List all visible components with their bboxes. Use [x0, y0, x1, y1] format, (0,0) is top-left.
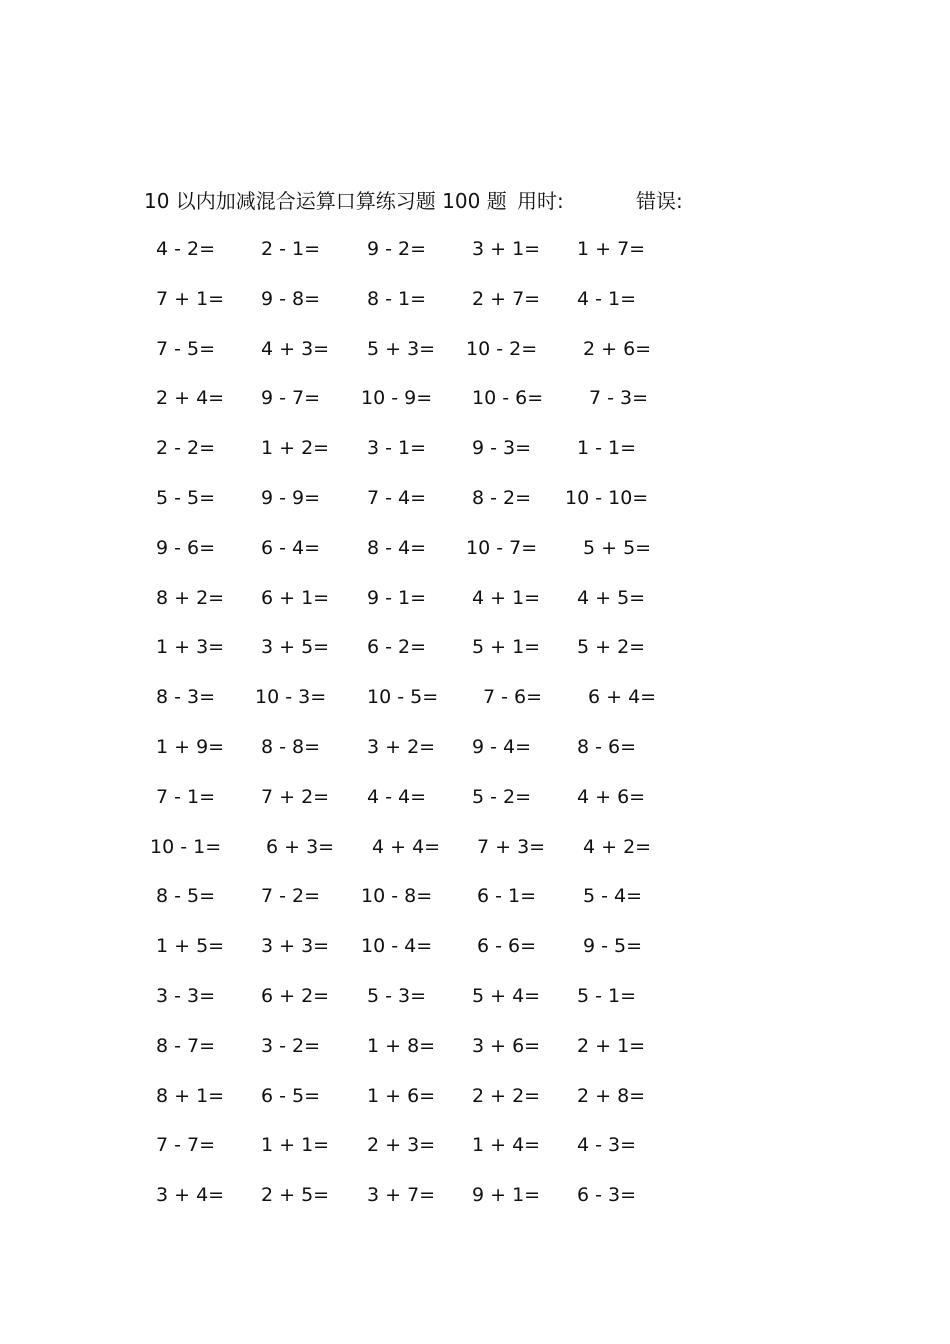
math-problem: 3 - 3= [156, 984, 216, 1007]
math-problem: 10 - 3= [255, 686, 327, 709]
math-problem: 7 - 3= [589, 387, 649, 410]
math-problem: 2 + 1= [577, 1034, 646, 1057]
problem-row [0, 381, 950, 431]
math-problem: 10 - 5= [367, 686, 439, 709]
math-problem: 7 + 3= [477, 835, 546, 858]
math-problem: 8 - 8= [261, 735, 321, 758]
time-used-label: 用时: [517, 189, 564, 213]
math-problem: 5 - 5= [156, 486, 216, 509]
math-problem: 2 + 3= [367, 1134, 436, 1157]
math-problem: 3 - 1= [367, 437, 427, 460]
math-problem: 5 - 3= [367, 984, 427, 1007]
problem-grid [0, 232, 950, 1228]
math-problem: 4 - 2= [156, 238, 216, 260]
math-problem: 9 - 1= [367, 586, 427, 609]
math-problem: 4 + 2= [583, 835, 652, 858]
problem-row [0, 232, 950, 282]
math-problem: 2 + 6= [583, 337, 652, 360]
math-problem: 2 - 2= [156, 437, 216, 460]
problem-row [0, 332, 950, 382]
math-problem: 4 - 3= [577, 1134, 637, 1157]
math-problem: 10 - 6= [472, 387, 544, 410]
math-problem: 9 - 2= [367, 238, 427, 260]
math-problem: 6 + 1= [261, 586, 330, 609]
math-problem: 6 - 3= [577, 1184, 637, 1207]
math-problem: 1 + 8= [367, 1034, 436, 1057]
math-problem: 9 - 4= [472, 735, 532, 758]
math-problem: 6 - 4= [261, 536, 321, 559]
math-problem: 3 + 7= [367, 1184, 436, 1207]
math-problem: 5 + 5= [583, 536, 652, 559]
math-problem: 7 - 7= [156, 1134, 216, 1157]
problem-row [0, 680, 950, 730]
math-problem: 9 - 9= [261, 486, 321, 509]
math-problem: 3 + 2= [367, 735, 436, 758]
math-problem: 5 - 2= [472, 785, 532, 808]
math-problem: 4 - 4= [367, 785, 427, 808]
worksheet-title: 10 以内加减混合运算口算练习题 100 题 [144, 189, 507, 213]
math-problem: 8 - 5= [156, 885, 216, 908]
math-problem: 7 - 6= [483, 686, 543, 709]
problem-row [0, 1178, 950, 1228]
problem-row [0, 830, 950, 880]
problem-row [0, 730, 950, 780]
math-problem: 3 + 5= [261, 636, 330, 659]
math-problem: 3 - 2= [261, 1034, 321, 1057]
problem-row [0, 581, 950, 631]
math-problem: 7 - 5= [156, 337, 216, 360]
math-problem: 1 + 6= [367, 1084, 436, 1107]
math-problem: 1 - 1= [577, 437, 637, 460]
math-problem: 8 - 7= [156, 1034, 216, 1057]
math-problem: 10 - 2= [466, 337, 538, 360]
math-problem: 4 + 5= [577, 586, 646, 609]
math-problem: 5 - 4= [583, 885, 643, 908]
problem-row [0, 780, 950, 830]
math-problem: 8 + 2= [156, 586, 225, 609]
math-problem: 8 - 4= [367, 536, 427, 559]
math-problem: 2 + 2= [472, 1084, 541, 1107]
math-problem: 2 + 4= [156, 387, 225, 410]
math-problem: 10 - 10= [565, 486, 649, 509]
problem-row [0, 431, 950, 481]
math-problem: 6 - 5= [261, 1084, 321, 1107]
math-problem: 1 + 2= [261, 437, 330, 460]
math-problem: 3 + 3= [261, 935, 330, 958]
math-problem: 10 - 9= [361, 387, 433, 410]
problem-row [0, 1029, 950, 1079]
math-problem: 6 + 3= [266, 835, 335, 858]
math-problem: 9 - 8= [261, 287, 321, 310]
math-problem: 3 + 1= [472, 238, 541, 260]
math-problem: 9 - 5= [583, 935, 643, 958]
math-problem: 5 + 4= [472, 984, 541, 1007]
math-problem: 6 - 1= [477, 885, 537, 908]
math-problem: 9 - 7= [261, 387, 321, 410]
math-problem: 5 + 3= [367, 337, 436, 360]
math-problem: 1 + 1= [261, 1134, 330, 1157]
math-problem: 6 + 4= [588, 686, 657, 709]
math-problem: 10 - 4= [361, 935, 433, 958]
problem-row [0, 1128, 950, 1178]
math-problem: 7 - 4= [367, 486, 427, 509]
problem-row [0, 929, 950, 979]
math-problem: 10 - 1= [150, 835, 222, 858]
math-problem: 8 + 1= [156, 1084, 225, 1107]
math-problem: 9 - 6= [156, 536, 216, 559]
math-problem: 8 - 3= [156, 686, 216, 709]
math-problem: 8 - 6= [577, 735, 637, 758]
math-problem: 1 + 4= [472, 1134, 541, 1157]
math-problem: 8 - 2= [472, 486, 532, 509]
math-problem: 1 + 9= [156, 735, 225, 758]
problem-row [0, 282, 950, 332]
math-problem: 6 - 6= [477, 935, 537, 958]
problem-row [0, 630, 950, 680]
math-problem: 7 - 2= [261, 885, 321, 908]
math-problem: 7 - 1= [156, 785, 216, 808]
math-problem: 4 + 3= [261, 337, 330, 360]
math-problem: 5 + 2= [577, 636, 646, 659]
math-problem: 9 - 3= [472, 437, 532, 460]
problem-row [0, 531, 950, 581]
math-problem: 3 + 4= [156, 1184, 225, 1207]
math-problem: 10 - 7= [466, 536, 538, 559]
math-problem: 8 - 1= [367, 287, 427, 310]
problem-row [0, 481, 950, 531]
math-problem: 2 + 8= [577, 1084, 646, 1107]
math-problem: 4 + 4= [372, 835, 441, 858]
math-problem: 2 + 5= [261, 1184, 330, 1207]
math-problem: 2 + 7= [472, 287, 541, 310]
math-problem: 1 + 5= [156, 935, 225, 958]
math-problem: 4 + 1= [472, 586, 541, 609]
math-problem: 5 - 1= [577, 984, 637, 1007]
math-problem: 2 - 1= [261, 238, 321, 260]
math-problem: 4 - 1= [577, 287, 637, 310]
math-problem: 1 + 3= [156, 636, 225, 659]
problem-row [0, 979, 950, 1029]
math-problem: 7 + 2= [261, 785, 330, 808]
problem-row [0, 879, 950, 929]
math-problem: 5 + 1= [472, 636, 541, 659]
math-problem: 6 - 2= [367, 636, 427, 659]
math-problem: 9 + 1= [472, 1184, 541, 1207]
math-problem: 6 + 2= [261, 984, 330, 1007]
math-problem: 4 + 6= [577, 785, 646, 808]
math-problem: 3 + 6= [472, 1034, 541, 1057]
math-problem: 10 - 8= [361, 885, 433, 908]
problem-row [0, 1079, 950, 1129]
errors-label: 错误: [636, 189, 683, 213]
math-problem: 7 + 1= [156, 287, 225, 310]
math-problem: 1 + 7= [577, 238, 646, 260]
